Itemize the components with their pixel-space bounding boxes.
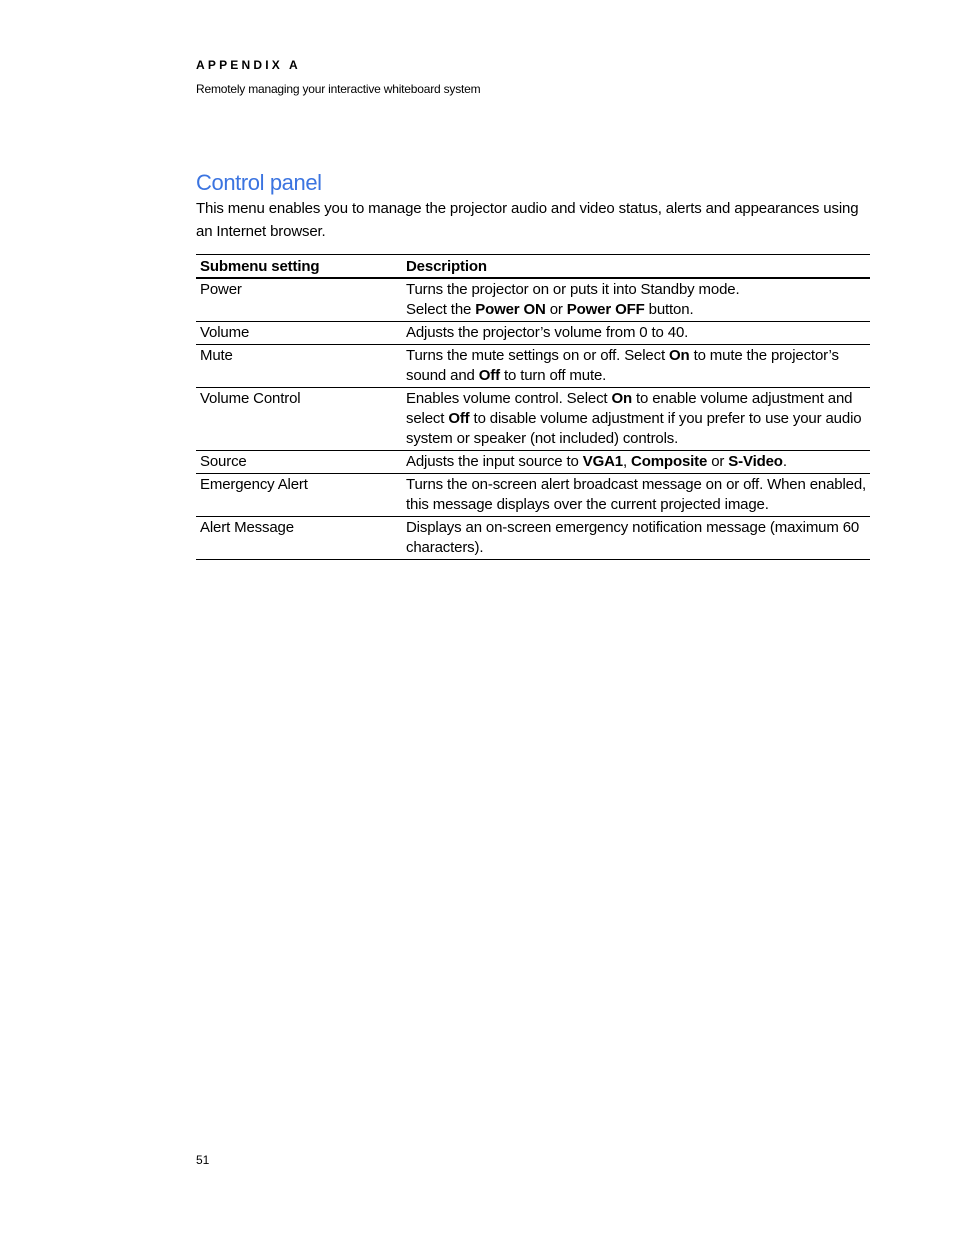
page-number: 51 xyxy=(196,1153,210,1167)
description-text: Adjusts the input source to xyxy=(406,453,583,470)
description-text: . xyxy=(782,453,787,470)
emphasis-text: On xyxy=(611,390,632,407)
submenu-settings-table xyxy=(196,254,870,560)
emphasis-text: Power OFF xyxy=(566,301,645,318)
description-text: or xyxy=(707,453,729,470)
table-row xyxy=(196,345,870,388)
description-cell: Turns the on-screen alert broadcast message on or off. When enabled, this message displays over the current projected image. xyxy=(402,474,870,517)
emphasis-text: VGA1 xyxy=(582,453,623,470)
description-cell: Adjusts the projector’s volume from 0 to 40. xyxy=(402,322,870,345)
emphasis-text: Power ON xyxy=(475,301,546,318)
description-cell: Displays an on-screen emergency notification message (maximum 60 characters). xyxy=(402,517,870,560)
table-row xyxy=(196,388,870,451)
emphasis-text: Composite xyxy=(631,453,708,470)
emphasis-text: S-Video xyxy=(728,453,783,470)
description-text: Select the xyxy=(406,301,476,318)
description-text: or xyxy=(545,301,567,318)
setting-cell: Emergency Alert xyxy=(196,474,402,517)
setting-cell: Volume xyxy=(196,322,402,345)
table-header-row xyxy=(196,255,870,279)
setting-cell: Mute xyxy=(196,345,402,388)
description-text: , xyxy=(623,453,632,470)
setting-cell: Alert Message xyxy=(196,517,402,560)
section-title: Control panel xyxy=(196,170,322,195)
description-text: to enable volume adjustment and select xyxy=(406,390,853,427)
table-row xyxy=(196,322,870,345)
emphasis-text: Off xyxy=(478,367,500,384)
emphasis-text: Off xyxy=(448,410,470,427)
description-cell xyxy=(402,451,870,474)
column-header-description: Description xyxy=(402,255,870,279)
description-text: Enables volume control. Select xyxy=(406,390,612,407)
description-text: to mute the projector’s sound and xyxy=(406,347,839,384)
description-cell xyxy=(402,345,870,388)
table-row xyxy=(196,474,870,517)
column-header-setting: Submenu setting xyxy=(196,255,402,279)
description-text: to disable volume adjustment if you prefer to use your audio system or speaker (not included) controls. xyxy=(406,410,862,447)
description-cell xyxy=(402,388,870,451)
setting-cell: Source xyxy=(196,451,402,474)
table-row xyxy=(196,517,870,560)
table-row xyxy=(196,278,870,322)
emphasis-text: On xyxy=(669,347,690,364)
description-cell xyxy=(402,278,870,322)
description-text: Turns the mute settings on or off. Select xyxy=(406,347,670,364)
table-row xyxy=(196,451,870,474)
setting-cell: Power xyxy=(196,278,402,322)
setting-cell: Volume Control xyxy=(196,388,402,451)
description-text: button. xyxy=(644,301,694,318)
description-text: to turn off mute. xyxy=(499,367,607,384)
intro-paragraph: This menu enables you to manage the projector audio and video status, alerts and appearances using an Internet browser. xyxy=(196,200,859,240)
appendix-label: APPENDIX A xyxy=(196,58,301,72)
running-header-subtitle: Remotely managing your interactive whiteboard system xyxy=(196,82,481,96)
description-text: Turns the projector on or puts it into Standby mode. xyxy=(406,281,740,298)
